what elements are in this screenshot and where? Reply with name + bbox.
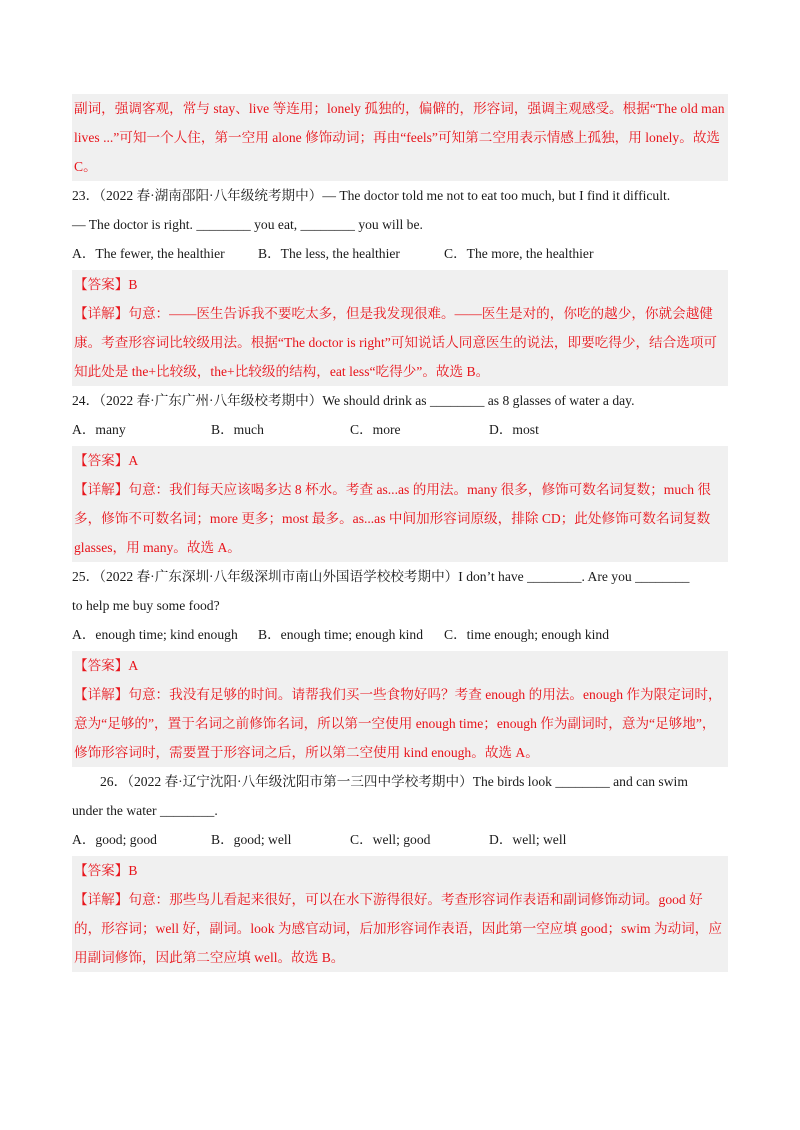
q23-option-c: C．The more, the healthier: [444, 246, 594, 261]
q25-line1: I don’t have ________. Are you ________: [458, 569, 690, 584]
q26-number: 26．: [100, 774, 128, 789]
q26-answer-detail: [72, 856, 728, 972]
q24-source: （2022 春·广东广州·八年级校考期中）: [99, 393, 323, 408]
q25-option-b: B．enough time; enough kind: [258, 627, 423, 642]
q26-line1: The birds look ________ and can swim: [472, 774, 688, 789]
q26-answer: 【答案】B: [74, 863, 138, 878]
q23-line2: — The doctor is right. ________ you eat, ________ you will be.: [72, 217, 423, 232]
q25-line2: to help me buy some food?: [72, 598, 220, 613]
q26-option-c: C．well; good: [350, 832, 431, 847]
q24-stem: [72, 386, 728, 415]
q23-number: 23．: [72, 188, 100, 203]
q26-line2: under the water ________.: [72, 803, 218, 818]
q23-option-b: B．The less, the healthier: [258, 246, 400, 261]
q26-option-d: D．well; well: [489, 832, 567, 847]
q24-option-b: B．much: [211, 422, 264, 437]
q25-source: （2022 春·广东深圳·八年级深圳市南山外国语学校校考期中）: [99, 569, 459, 584]
q26-detail: 【详解】句意：那些鸟儿看起来很好，可以在水下游得很好。考查形容词作表语和副词修饰动词。good 好的，形容词；well 好，副词。look 为感官动词，后加形容词作表语，因此第一空应填 good；swim 为动词，应用副词修饰，因此第二空应填 well。故选 B。: [74, 892, 722, 965]
q25-stem: [72, 562, 728, 591]
q24-answer: 【答案】A: [74, 453, 139, 468]
q25-answer-detail: [72, 651, 728, 767]
q25-option-a: A．enough time; kind enough: [72, 627, 238, 642]
q25-option-c: C．time enough; enough kind: [444, 627, 609, 642]
q24-option-d: D．most: [489, 422, 539, 437]
q23-option-a: A．The fewer, the healthier: [72, 246, 225, 261]
q23-answer-detail: [72, 270, 728, 386]
q24-text: We should drink as ________ as 8 glasses of water a day.: [322, 393, 635, 408]
q25-detail: 【详解】句意：我没有足够的时间。请帮我们买一些食物好吗？考查 enough 的用法。enough 作为限定词时，意为“足够的”，置于名词之前修饰名词，所以第一空使用 enough time；enough 作为副词时，意为“足够地”，修饰形容词时，需要置于形容词之后，所以第二空使用 kind enough。故选 A。: [74, 687, 722, 760]
page-content: [72, 94, 728, 972]
q23-answer: 【答案】B: [74, 277, 138, 292]
q23-line1: — The doctor told me not to eat too much, but I find it difficult.: [322, 188, 671, 203]
q26-option-b: B．good; well: [211, 832, 292, 847]
q23-stem: [72, 181, 728, 210]
q25-number: 25．: [72, 569, 100, 584]
q25-answer: 【答案】A: [74, 658, 139, 673]
q24-option-a: A．many: [72, 422, 126, 437]
q24-answer-detail: [72, 446, 728, 562]
q26-options: [72, 825, 728, 854]
q23-source: （2022 春·湖南邵阳·八年级统考期中）: [99, 188, 323, 203]
q24-number: 24．: [72, 393, 100, 408]
q23-detail: 【详解】句意：——医生告诉我不要吃太多，但是我发现很难。——医生是对的，你吃的越少，你就会越健康。考查形容词比较级用法。根据“The doctor is right”可知说话人同意医生的说法，即要吃得少，结合选项可知此处是 the+比较级，the+比较级的结构，eat less“吃得少”。故选 B。: [74, 306, 718, 379]
q22-detail-tail: 副词，强调客观，常与 stay、live 等连用；lonely 孤独的，偏僻的，形容词，强调主观感受。根据“The old man lives ...”可知一个人住，第一空用 alone 修饰动词；再由“feels”可知第二空用表示情感上孤独，用 lonely。故选 C。: [72, 94, 728, 181]
q26-option-a: A．good; good: [72, 832, 157, 847]
q24-options: [72, 415, 728, 444]
q24-detail: 【详解】句意：我们每天应该喝多达 8 杯水。考查 as...as 的用法。many 很多，修饰可数名词复数；much 很多，修饰不可数名词；more 更多；most 最多。as...as 中间加形容词原级，排除 CD；此处修饰可数名词复数 glasses，用 many。故选 A。: [74, 482, 711, 555]
q24-option-c: C．more: [350, 422, 401, 437]
q23-options: [72, 239, 728, 268]
q25-options: [72, 620, 728, 649]
q26-stem: [72, 767, 728, 796]
q26-source: （2022 春·辽宁沈阳·八年级沈阳市第一三四中学校考期中）: [127, 774, 473, 789]
